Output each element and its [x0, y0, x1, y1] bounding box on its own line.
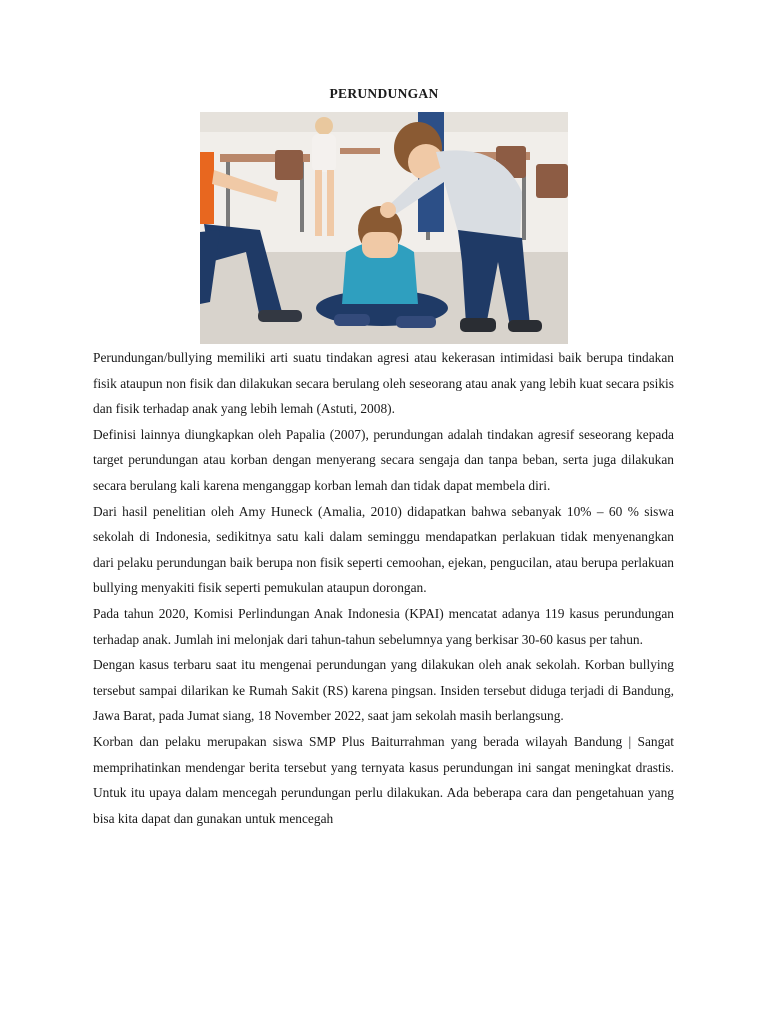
- paragraph: Korban dan pelaku merupakan siswa SMP Plus Baiturrahman yang berada wilayah Bandung | Sangat memprihatinkan mendengar berita tersebut yang ternyata kasus perundungan ini sangat meningkat drastis. Untuk itu upaya dalam mencegah perundungan perlu dilakukan. Ada beberapa cara dan pengetahuan yang bisa kita dapat dan gunakan untuk mencegah: [93, 733, 674, 826]
- photo-chair: [275, 150, 303, 180]
- article-body: [93, 345, 674, 831]
- classroom-bullying-photo: [200, 112, 568, 344]
- paragraph: Pada tahun 2020, Komisi Perlindungan Anak Indonesia (KPAI) mencatat adanya 119 kasus perundungan terhadap anak. Jumlah ini melonjak dari tahun-tahun sebelumnya yang berkisar 30-60 kasus per tahun.: [93, 605, 674, 647]
- paragraph: Perundungan/bullying memiliki arti suatu tindakan agresi atau kekerasan intimidasi baik berupa tindakan fisik ataupun non fisik dan dilakukan secara berulang oleh seseorang atau anak yang lebih kuat secara psikis dan fisik terhadap anak yang lebih lemah (Astuti, 2008).: [93, 350, 674, 417]
- paragraph: Dari hasil penelitian oleh Amy Huneck (Amalia, 2010) didapatkan bahwa sebanyak 10% – 60 % siswa sekolah di Indonesia, sedikitnya satu kali dalam seminggu mendapatkan perlakuan tidak menyenangkan dari pelaku perundungan baik berupa non fisik seperti cemoohan, ejekan, pengucilan, atau berupa perlakuan bullying menyakiti fisik seperti pemukulan ataupun dorongan.: [93, 503, 674, 596]
- paragraph: Definisi lainnya diungkapkan oleh Papalia (2007), perundungan adalah tindakan agresif seseorang kepada target perundungan atau korban dengan menyerang secara sengaja dan tanpa beban, serta juga dilakukan secara berulang kali karena menganggap korban lemah dan tidak dapat membela diri.: [93, 426, 674, 493]
- paragraph: Dengan kasus terbaru saat itu mengenai perundungan yang dilakukan oleh anak sekolah. Korban bullying tersebut sampai dilarikan ke Rumah Sakit (RS) karena pingsan. Insiden tersebut diduga terjadi di Bandung, Jawa Barat, pada Jumat siang, 18 November 2022, saat jam sekolah masih berlangsung.: [93, 657, 674, 724]
- page-title: PERUNDUNGAN: [329, 86, 439, 101]
